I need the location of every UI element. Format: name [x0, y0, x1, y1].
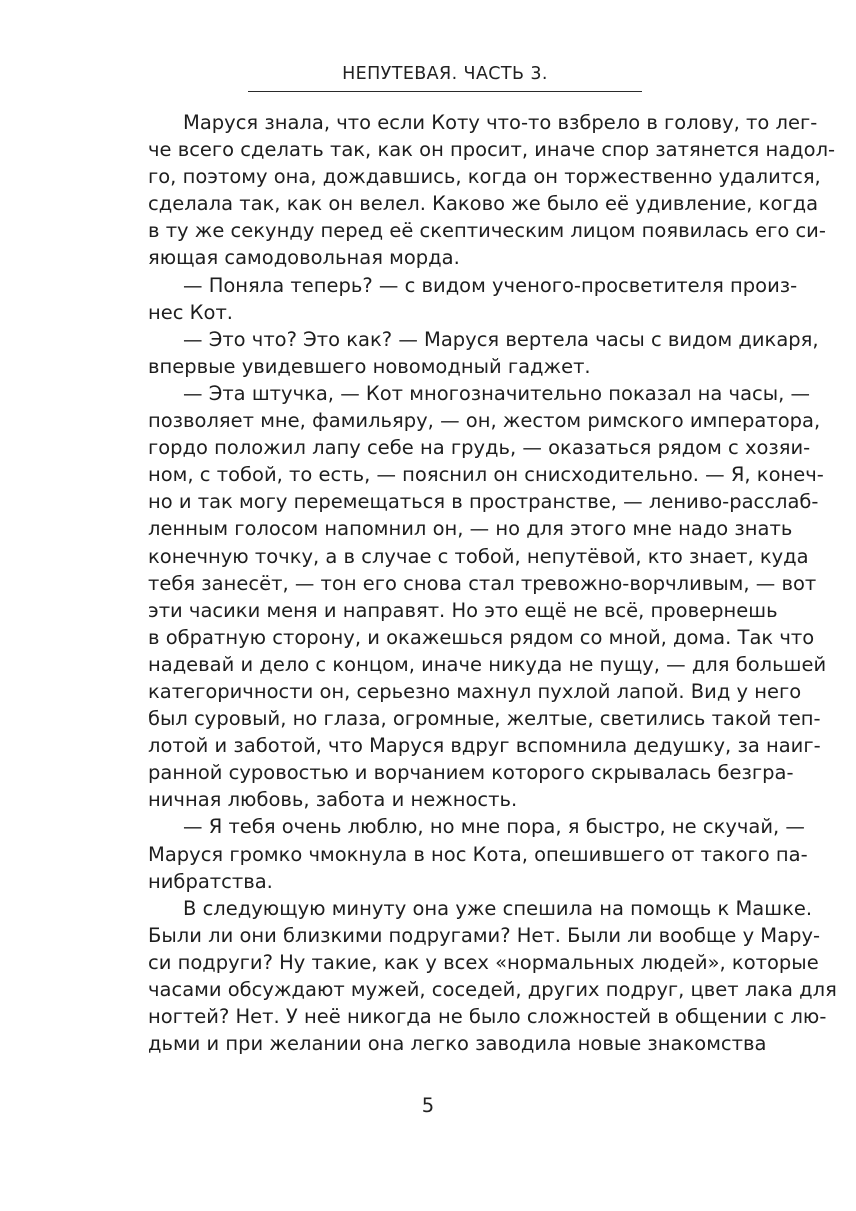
paragraph [148, 813, 808, 894]
text-line: впервые увидевшего новомодный гаджет. [148, 354, 591, 378]
text-line: си подруги? Ну такие, как у всех «нормальных людей», которые [148, 950, 819, 974]
text-line: — Эта штучка, — Кот многозначительно показал на часы, — [183, 381, 811, 405]
text-line: яющая самодовольная морда. [148, 246, 460, 270]
text-line: эти часики меня и направят. Но это ещё не всё, провернешь [148, 598, 778, 622]
text-line: но и так могу перемещаться в пространстве, — лениво-расслаб- [148, 490, 819, 514]
text-line: Были ли они близкими подругами? Нет. Были ли вообще у Мару- [148, 923, 821, 947]
text-line: В следующую минуту она уже спешила на помощь к Машке. [183, 896, 813, 920]
header-rule [248, 91, 642, 92]
text-line: дьми и при желании она легко заводила новые знакомства [148, 1032, 767, 1056]
paragraph [148, 272, 798, 326]
text-line: че всего сделать так, как он просит, иначе спор затянется надол- [148, 138, 836, 162]
text-line: Маруся знала, что если Коту что-то взбрело в голову, то лег- [183, 111, 818, 134]
text-line: в ту же секунду перед её скептическим лицом появилась его си- [148, 219, 826, 243]
text-line: часами обсуждают мужей, соседей, других подруг, цвет лака для [148, 978, 837, 1001]
text-line: го, поэтому она, дождавшись, когда он торжественно удалится, [148, 165, 821, 189]
text-line: ленным голосом напомнил он, — но для этого мне надо знать [148, 517, 793, 541]
running-head: НЕПУТЕВАЯ. ЧАСТЬ 3. [342, 64, 548, 84]
text-line: тебя занесёт, — тон его снова стал тревожно-ворчливым, — вот [148, 571, 817, 595]
text-line: конечную точку, а в случае с тобой, непутёвой, кто знает, куда [148, 544, 809, 568]
page-number: 5 [421, 1094, 435, 1117]
text-line: в обратную сторону, и окажешься рядом со мной, дома. Так что [148, 625, 815, 649]
paragraph [148, 380, 827, 814]
text-line: — Я тебя очень люблю, но мне пора, я быстро, не скучай, — [183, 815, 805, 839]
text-line: нес Кот. [148, 300, 233, 324]
text-line: ничная любовь, забота и нежность. [148, 788, 518, 812]
text-line: надевай и дело с концом, иначе никуда не пущу, — для большей [148, 652, 827, 676]
text-line: Маруся громко чмокнула в нос Кота, опешившего от такого па- [148, 842, 808, 866]
text-line: гордо положил лапу себе на грудь, — оказаться рядом с хозяи- [148, 436, 811, 460]
paragraph [148, 895, 837, 1058]
text-line: позволяет мне, фамильяру, — он, жестом римского императора, [148, 409, 821, 433]
text-line: — Это что? Это как? — Маруся вертела часы с видом дикаря, [183, 327, 819, 351]
text-line: ранной суровостью и ворчанием которого скрывалась безгра- [148, 761, 794, 785]
text-line: ном, с тобой, то есть, — пояснил он снисходительно. — Я, конеч- [148, 463, 824, 487]
text-line: — Поняла теперь? — с видом ученого-просветителя произ- [183, 273, 798, 297]
text-line: сделала так, как он велел. Каково же было её удивление, когда [148, 192, 819, 216]
paragraph [148, 326, 819, 380]
text-line: ногтей? Нет. У неё никогда не было сложностей в общении с лю- [148, 1005, 827, 1029]
text-line: категоричности он, серьезно махнул пухлой лапой. Вид у него [148, 679, 802, 703]
paragraph [148, 109, 836, 272]
text-line: лотой и заботой, что Маруся вдруг вспомнила дедушку, за наиг- [148, 734, 821, 758]
text-line: нибратства. [148, 869, 273, 893]
page-text [148, 109, 837, 1057]
text-line: был суровый, но глаза, огромные, желтые, светились такой теп- [148, 707, 821, 731]
